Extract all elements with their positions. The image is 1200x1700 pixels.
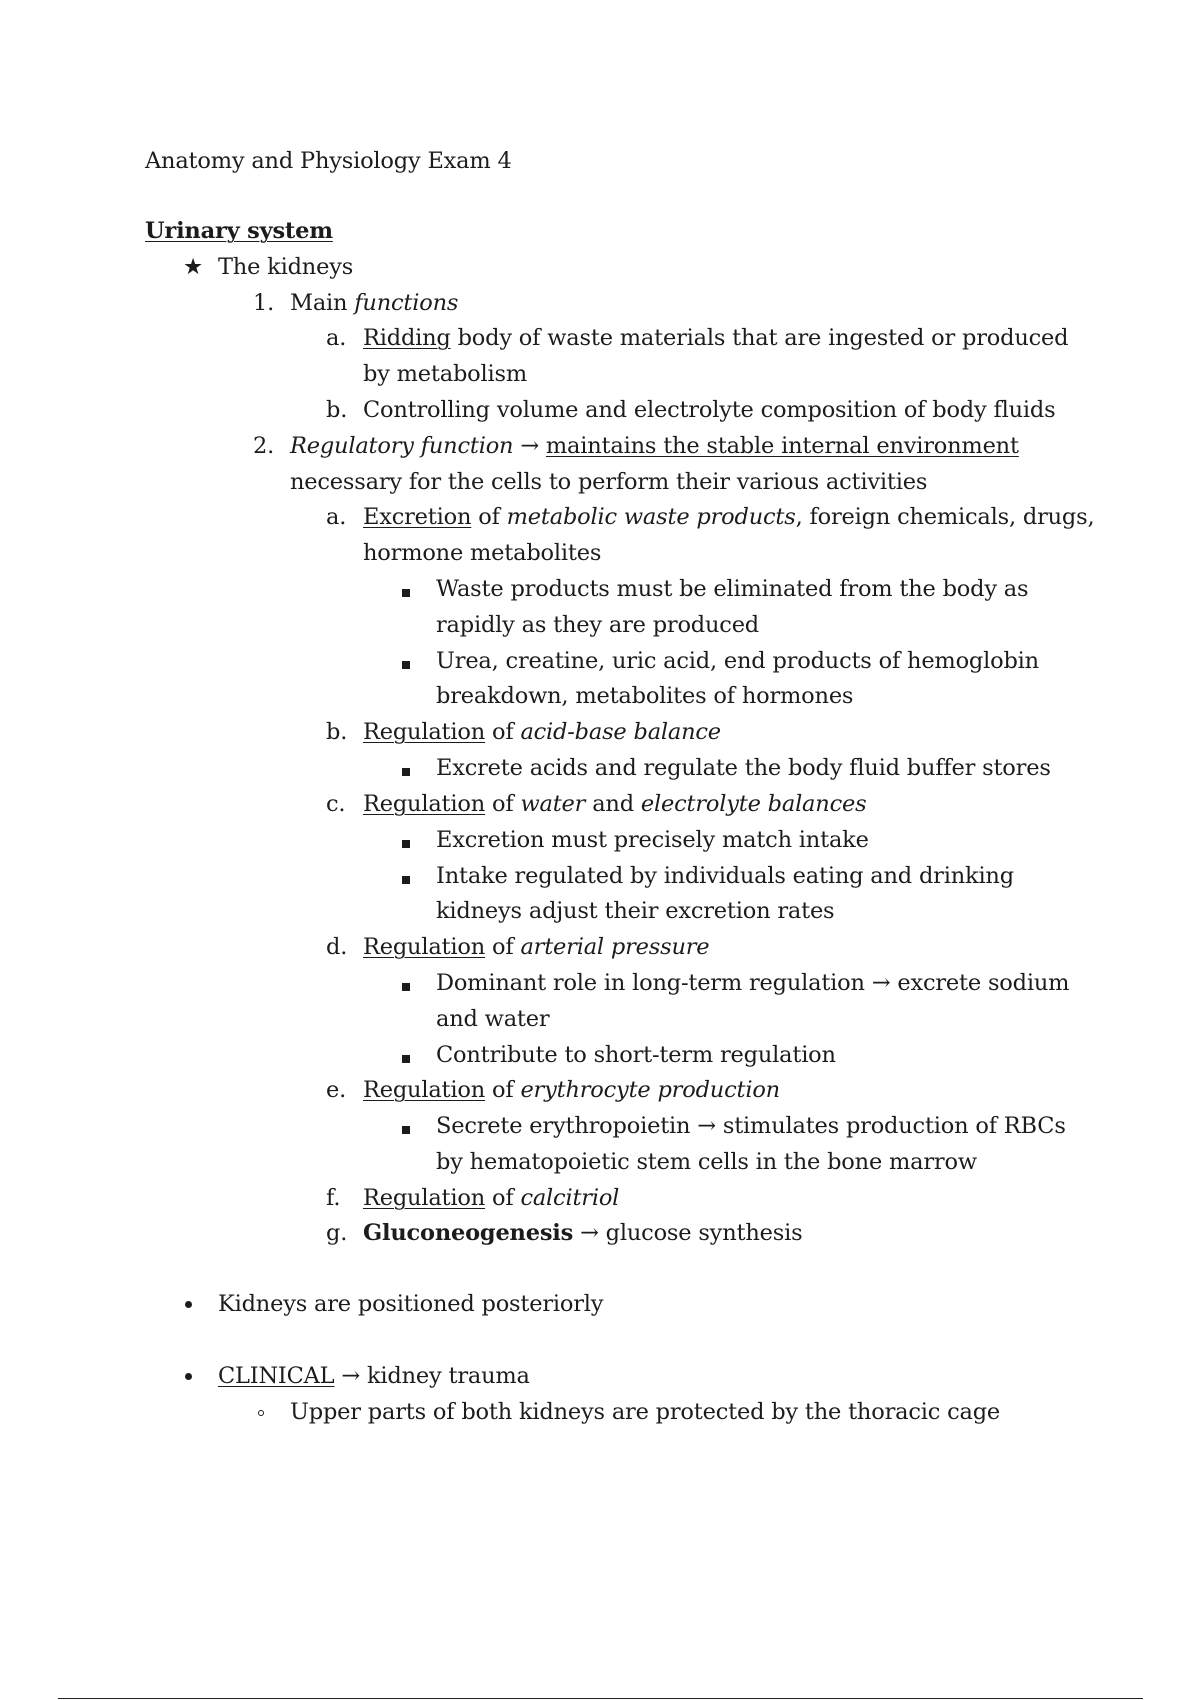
star-item-kidneys: The kidneys: [218, 254, 354, 280]
acids-bullet: Excrete acids and regulate the body fluid buffer stores: [436, 755, 1051, 781]
page-bottom-rule: [58, 1698, 1143, 1699]
square-bullet-icon: [402, 840, 410, 848]
star-bullet-icon: ★: [183, 254, 203, 280]
list-marker: d.: [326, 934, 348, 960]
ridding-item-cont: by metabolism: [363, 361, 527, 387]
square-bullet-icon: [402, 1055, 410, 1063]
erythropoietin-bullet: Secrete erythropoietin → stimulates production of RBCs: [436, 1113, 1066, 1139]
calcitriol-item: Regulation of calcitriol: [363, 1185, 620, 1211]
square-bullet-icon: [402, 661, 410, 669]
erythrocyte-item: Regulation of erythrocyte production: [363, 1077, 780, 1103]
main-functions-item: Main functions: [290, 290, 459, 316]
regulatory-function-cont: necessary for the cells to perform their various activities: [290, 469, 928, 495]
list-marker: g.: [326, 1220, 348, 1246]
intake-regulated-bullet-cont: kidneys adjust their excretion rates: [436, 898, 835, 924]
gluconeogenesis-item: Gluconeogenesis → glucose synthesis: [363, 1220, 803, 1246]
urea-bullet: Urea, creatine, uric acid, end products of hemoglobin: [436, 648, 1039, 674]
list-marker: b.: [326, 719, 348, 745]
thoracic-cage-sub-bullet: Upper parts of both kidneys are protected by the thoracic cage: [290, 1399, 1001, 1425]
list-marker: 2.: [253, 433, 275, 459]
square-bullet-icon: [402, 876, 410, 884]
acid-base-item: Regulation of acid-base balance: [363, 719, 721, 745]
document-title: Anatomy and Physiology Exam 4: [145, 148, 512, 174]
list-marker: a.: [326, 325, 347, 351]
clinical-bullet: CLINICAL → kidney trauma: [218, 1363, 530, 1389]
arterial-pressure-item: Regulation of arterial pressure: [363, 934, 710, 960]
dominant-role-bullet: Dominant role in long-term regulation → excrete sodium: [436, 970, 1070, 996]
square-bullet-icon: [402, 768, 410, 776]
hollow-bullet-icon: [258, 1410, 264, 1416]
list-marker: 1.: [253, 290, 275, 316]
waste-bullet-cont: rapidly as they are produced: [436, 612, 760, 638]
urea-bullet-cont: breakdown, metabolites of hormones: [436, 683, 854, 709]
dominant-role-bullet-cont: and water: [436, 1006, 550, 1032]
list-marker: e.: [326, 1077, 347, 1103]
kidneys-position-bullet: Kidneys are positioned posteriorly: [218, 1291, 604, 1317]
list-marker: c.: [326, 791, 346, 817]
square-bullet-icon: [402, 589, 410, 597]
short-term-bullet: Contribute to short-term regulation: [436, 1042, 836, 1068]
waste-bullet: Waste products must be eliminated from the body as: [436, 576, 1029, 602]
round-bullet-icon: [185, 1301, 192, 1308]
section-heading: Urinary system: [145, 218, 333, 244]
regulatory-function-item: Regulatory function → maintains the stable internal environment: [290, 433, 1019, 459]
square-bullet-icon: [402, 983, 410, 991]
controlling-item: Controlling volume and electrolyte composition of body fluids: [363, 397, 1056, 423]
excretion-item: Excretion of metabolic waste products, foreign chemicals, drugs,: [363, 504, 1095, 530]
water-electrolyte-item: Regulation of water and electrolyte balances: [363, 791, 867, 817]
excretion-item-cont: hormone metabolites: [363, 540, 602, 566]
square-bullet-icon: [402, 1126, 410, 1134]
list-marker: a.: [326, 504, 347, 530]
list-marker: b.: [326, 397, 348, 423]
ridding-item: Ridding body of waste materials that are ingested or produced: [363, 325, 1069, 351]
list-marker: f.: [326, 1185, 341, 1211]
erythropoietin-bullet-cont: by hematopoietic stem cells in the bone marrow: [436, 1149, 977, 1175]
intake-match-bullet: Excretion must precisely match intake: [436, 827, 869, 853]
round-bullet-icon: [185, 1373, 192, 1380]
intake-regulated-bullet: Intake regulated by individuals eating and drinking: [436, 863, 1014, 889]
